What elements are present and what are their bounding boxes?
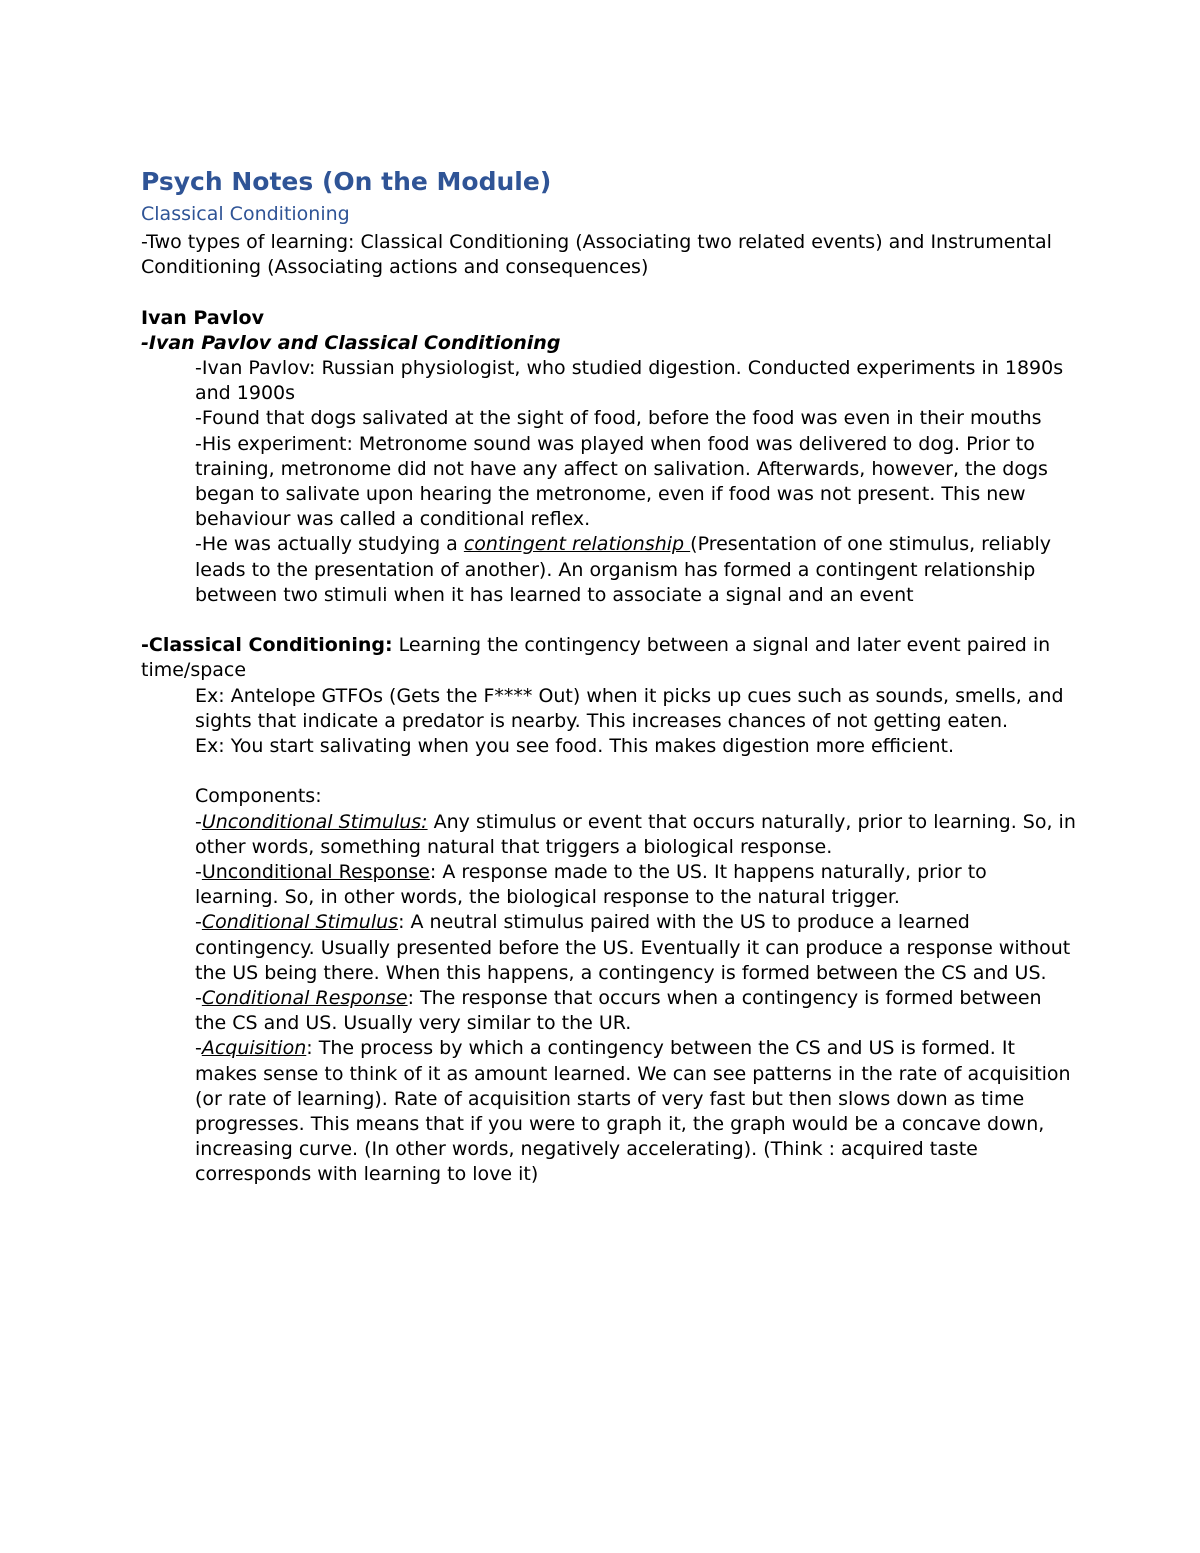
document-page [141, 166, 1076, 1188]
component-cr [195, 986, 1076, 1036]
example-1: Ex: Antelope GTFOs (Gets the F**** Out) when it picks up cues such as sounds, smells, and sights that indicate a predator is nearby. This increases chances of not getting eaten. [195, 684, 1064, 732]
cc-term: -Classical Conditioning: [141, 634, 393, 657]
cr-def: : The response that occurs when a contingency is formed between the CS and US. Usually very similar to the UR. [195, 987, 1042, 1035]
pavlov-heading: Ivan Pavlov [141, 306, 264, 329]
pavlov-p4-pre: -He was actually studying a [195, 533, 464, 556]
component-cs [195, 910, 1076, 986]
pavlov-paragraph-3: -His experiment: Metronome sound was played when food was delivered to dog. Prior to training, metronome did not have any affect on salivation. Afterwards, however, the dogs began to salivate upon hearing the metronome, even if food was not present. This new behaviour was called a conditional reflex. [195, 432, 1048, 531]
acq-dash: - [195, 1037, 202, 1060]
cs-term: Conditional Stimulus [201, 911, 399, 934]
component-ur [195, 860, 1076, 910]
cs-def: : A neutral stimulus paired with the US to produce a learned contingency. Usually presented before the US. Eventually it can produce a response without the US being there. When this happens, a contingency is formed between the CS and US. [195, 911, 1071, 984]
example-2: Ex: You start salivating when you see food. This makes digestion more efficient. [195, 735, 954, 758]
section-heading: Classical Conditioning [141, 203, 350, 225]
component-us [195, 810, 1076, 860]
pavlov-paragraph-2: -Found that dogs salivated at the sight of food, before the food was even in their mouths [195, 407, 1042, 430]
pavlov-paragraph-4 [195, 532, 1076, 608]
component-acquisition [195, 1036, 1076, 1187]
spacer [141, 759, 1076, 784]
classical-conditioning-definition [141, 633, 1076, 683]
cc-def: Learning the contingency between a signal and later event paired in time/space [141, 634, 1051, 682]
us-term: Unconditional Stimulus: [201, 810, 428, 833]
pavlov-subheading: -Ivan Pavlov and Classical Conditioning [141, 331, 561, 354]
ur-def: : A response made to the US. It happens naturally, prior to learning. So, in other words, the biological response to the natural trigger. [195, 861, 987, 909]
us-dash: - [195, 810, 202, 833]
contingent-relationship-term: contingent relationship [463, 533, 691, 556]
acq-term: Acquisition [201, 1037, 307, 1060]
cr-dash: - [195, 987, 202, 1010]
pavlov-p4-post: (Presentation of one stimulus, reliably leads to the presentation of another). An organism has formed a contingent relationship between two stimuli when it has learned to associate a signal and an event [195, 533, 1052, 606]
acq-def: : The process by which a contingency between the CS and US is formed. It makes sense to think of it as amount learned. We can see patterns in the rate of acquisition (or rate of learning). Rate of acquisition starts of very fast but then slows down as time progresses. This means that if you were to graph it, the graph would be a concave down, increasing curve. (In other words, negatively accelerating). (Think : acquired taste corresponds with learning to love it) [195, 1037, 1071, 1186]
spacer [141, 280, 1076, 305]
components-label: Components: [195, 785, 322, 808]
pavlov-paragraph-1: -Ivan Pavlov: Russian physiologist, who studied digestion. Conducted experiments in 1890s and 1900s [195, 357, 1064, 405]
cr-term: Conditional Response [201, 987, 408, 1010]
ur-dash: - [195, 861, 202, 884]
spacer [141, 608, 1076, 633]
us-def: Any stimulus or event that occurs naturally, prior to learning. So, in other words, something natural that triggers a biological response. [195, 810, 1076, 858]
intro-paragraph: -Two types of learning: Classical Conditioning (Associating two related events) and Instrumental Conditioning (Associating actions and consequences) [141, 231, 1052, 279]
ur-term: Unconditional Response [201, 861, 430, 884]
document-title: Psych Notes (On the Module) [141, 167, 552, 196]
cs-dash: - [195, 911, 202, 934]
